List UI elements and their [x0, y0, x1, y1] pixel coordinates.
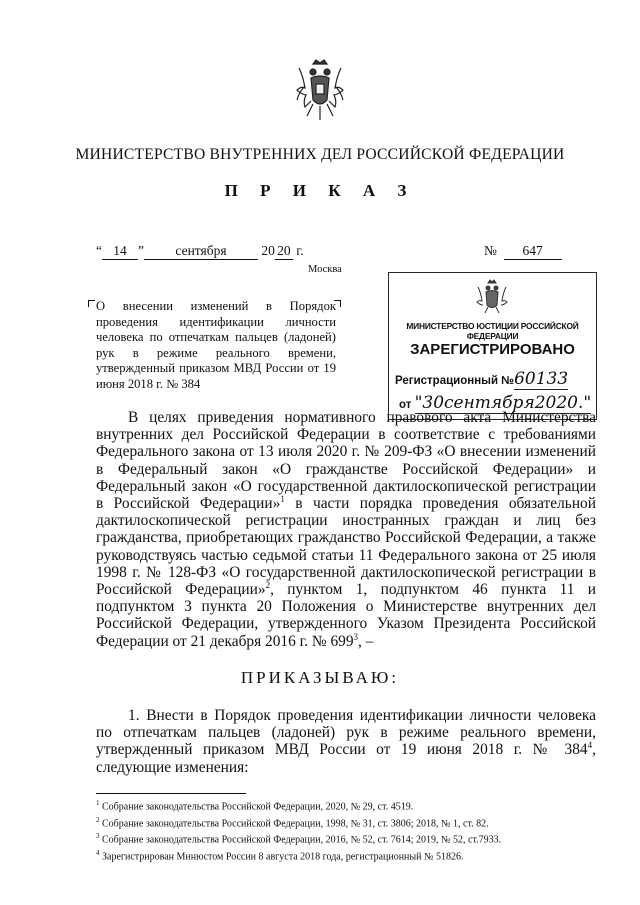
footnote-text: Собрание законодательства Российской Федерации, 2020, № 29, ст. 4519. [99, 801, 414, 813]
date-month: сентября [144, 243, 258, 260]
footnote-2 [96, 814, 596, 831]
footnote-ref-1: 1 [280, 493, 285, 504]
date-year-mark: г. [296, 243, 304, 258]
stamp-reg-label: Регистрационный № [395, 375, 515, 387]
stamp-date-handwritten: "30сентября2020." [414, 393, 592, 413]
stamp-registration-number [395, 369, 568, 389]
date-quote-open: “ [96, 243, 102, 258]
footnote-number: 2 [96, 815, 100, 824]
footnote-number: 4 [96, 849, 100, 858]
date-quote-close: ” [138, 243, 144, 258]
preamble [96, 409, 596, 650]
date-year-prefix: 20 [261, 243, 275, 258]
order-heading: ПРИКАЗЫВАЮ: [240, 668, 400, 687]
order-subject [88, 299, 336, 393]
city: Москва [308, 264, 342, 275]
date-day: 14 [102, 243, 138, 260]
footnote-divider [96, 793, 246, 794]
preamble-text-4: , – [358, 632, 374, 650]
footnote-text: Зарегистрирован Минюстом России 8 августа 2018 года, регистрационный № 51826. [99, 851, 464, 863]
number-value: 647 [504, 243, 562, 260]
footnotes [96, 797, 596, 864]
order-item-1 [96, 707, 596, 776]
preamble-paragraph [96, 409, 596, 650]
footnote-ref-3: 3 [353, 631, 359, 642]
order-number [484, 243, 562, 260]
stamp-ministry-name: МИНИСТЕРСТВО ЮСТИЦИИ РОССИЙСКОЙ ФЕДЕРАЦИИ [406, 321, 579, 341]
registration-stamp [388, 272, 597, 420]
stamp-registered: ЗАРЕГИСТРИРОВАНО [410, 341, 575, 358]
subject-text: О внесении изменений в Порядок проведения идентификации личности человека по отпечаткам пальцев (ладоней) рук в режиме реального времени, утвержденный приказом МВД России от 19 июня 2018 г. № 384 [96, 299, 336, 391]
item-1-text-2: , следующие изменения: [96, 741, 596, 776]
footnote-ref-4: 4 [587, 740, 593, 751]
footnote-3 [96, 830, 596, 847]
stamp-reg-number-handwritten: 60133 [514, 369, 569, 389]
footnote-number: 1 [96, 799, 100, 807]
footnote-4 [96, 847, 596, 864]
footnote-number: 3 [96, 832, 100, 841]
footnote-1 [96, 797, 596, 814]
preamble-text-2: в части порядка проведения обязательной дактилоскопической регистрации иностранных граждан и лиц без гражданства, приобретающих гражданство Российской Федерации, а также руководствуясь частью седьмой статьи 11 Федерального закона от 25 июля 1998 г. № 128-ФЗ «О государственной дактилоскопической регистрации в Российской Федерации» [96, 495, 596, 599]
footnote-text: Собрание законодательства Российской Федерации, 2016, № 52, ст. 7614; 2019, № 52, ст.7933. [99, 834, 502, 846]
item-1-paragraph [96, 707, 596, 776]
number-label: № [484, 243, 497, 258]
footnote-text: Собрание законодательства Российской Федерации, 1998, № 31, ст. 3806; 2018, № 1, ст. 82. [99, 818, 489, 830]
preamble-text-3: , пунктом 1, подпунктом 46 пункта 11 и подпунктом 3 пункта 20 Положения о Министерстве внутренних дел Российской Федерации, утвержденного Указом Президента Российской Федерации от 21 декабря 2016 г. № 699 [96, 581, 596, 650]
date-year-suffix: 20 [275, 243, 293, 260]
document-type-title: П Р И К А З [224, 181, 416, 200]
preamble-text-1: В целях приведения нормативного правового акта Министерства внутренних дел Российской Федерации в соответствие с требованиями Федерального закона от 13 июля 2020 г. № 209-ФЗ «О внесении изменений в Федеральный закон «О гражданстве Российской Федерации» и Федеральный закон «О государственной дактилоскопической регистрации в Российской Федерации» [96, 409, 596, 513]
item-1-text-1: 1. Внести в Порядок проведения идентификации личности человека по отпечаткам пальцев (ладоней) рук в режиме реального времени, утвержденный приказом МВД России от 19 июня 2018 г. № 384 [96, 707, 596, 759]
coat-of-arms-emblem [293, 58, 347, 124]
order-date [96, 243, 304, 260]
footnote-ref-2: 2 [265, 579, 271, 590]
stamp-date-label: от [399, 399, 412, 411]
stamp-emblem-icon [474, 279, 510, 315]
ministry-name: МИНИСТЕРСТВО ВНУТРЕННИХ ДЕЛ РОССИЙСКОЙ ФЕДЕРАЦИИ [75, 146, 565, 163]
